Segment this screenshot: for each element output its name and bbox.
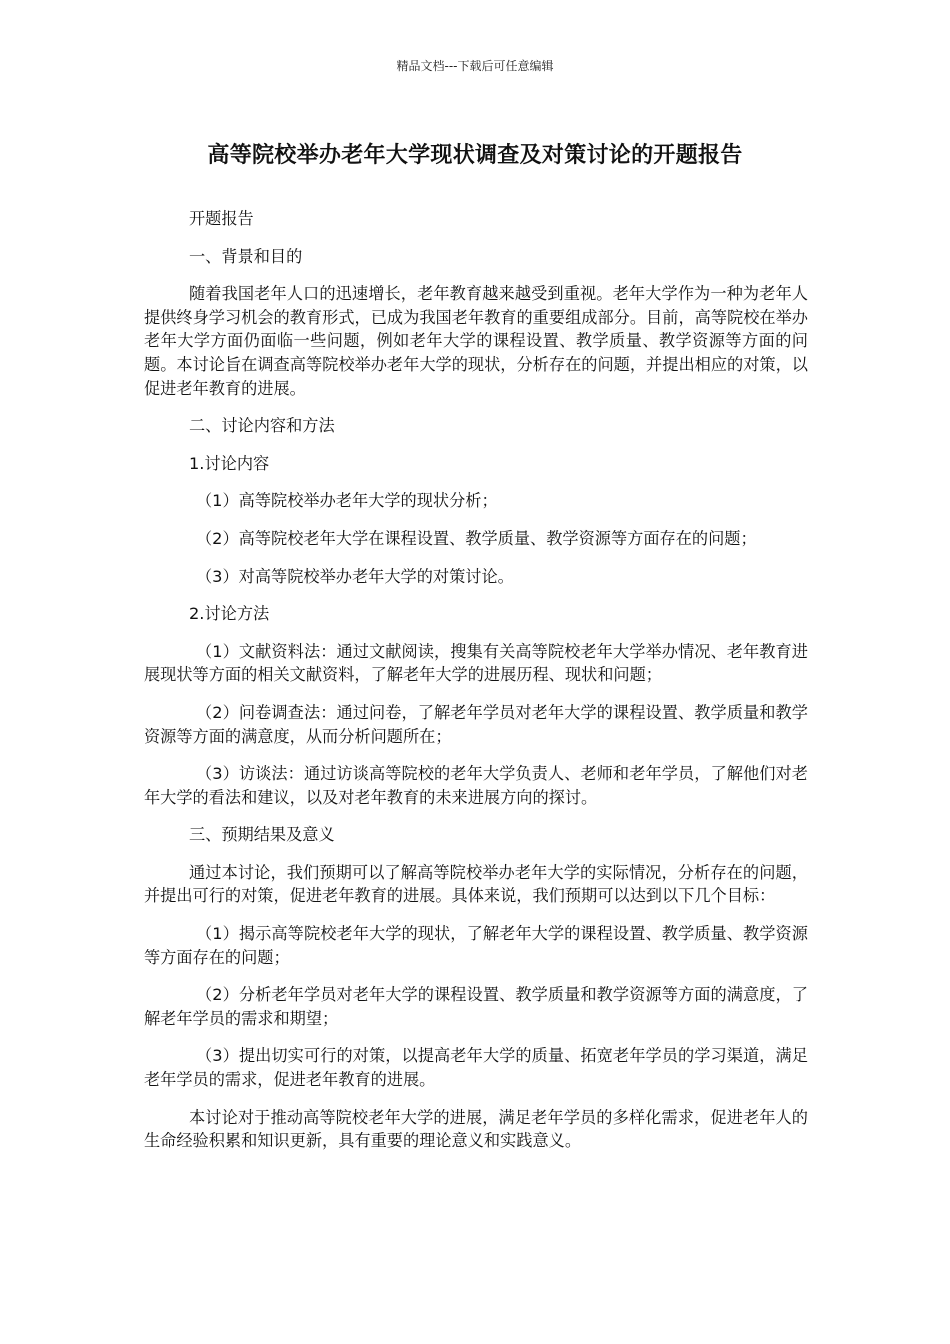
list-item-content-1: （1）高等院校举办老年大学的现状分析； bbox=[196, 491, 498, 511]
section-heading-background: 一、背景和目的 bbox=[189, 246, 303, 266]
paragraph-conclusion: 本讨论对于推动高等院校老年大学的进展，满足老年学员的多样化需求，促进老年人的生命经验积累和知识更新，具有重要的理论意义和实践意义。 bbox=[144, 1107, 808, 1151]
section-heading-results: 三、预期结果及意义 bbox=[189, 825, 335, 845]
list-item-content-3: （3）对高等院校举办老年大学的对策讨论。 bbox=[196, 566, 514, 586]
list-item-goal-3: （3）提出切实可行的对策，以提高老年大学的质量、拓宽老年学员的学习渠道，满足老年学员的需求，促进老年教育的进展。 bbox=[144, 1046, 808, 1090]
document-body bbox=[144, 207, 808, 1167]
subheading-method: 2.讨论方法 bbox=[189, 604, 270, 624]
list-item-method-1: （1）文献资料法：通过文献阅读，搜集有关高等院校老年大学举办情况、老年教育进展现状等方面的相关文献资料，了解老年大学的进展历程、现状和问题； bbox=[144, 641, 808, 685]
paragraph-report-label: 开题报告 bbox=[189, 209, 254, 228]
subheading-content: 1.讨论内容 bbox=[189, 453, 270, 473]
list-item-method-3: （3）访谈法：通过访谈高等院校的老年大学负责人、老师和老年学员，了解他们对老年大学的看法和建议，以及对老年教育的未来进展方向的探讨。 bbox=[144, 764, 808, 807]
list-item-content-2: （2）高等院校老年大学在课程设置、教学质量、教学资源等方面存在的问题； bbox=[196, 528, 757, 548]
document-title: 高等院校举办老年大学现状调查及对策讨论的开题报告 bbox=[207, 143, 743, 168]
paragraph-background: 随着我国老年人口的迅速增长，老年教育越来越受到重视。老年大学作为一种为老年人提供终身学习机会的教育形式，已成为我国老年教育的重要组成部分。目前，高等院校在举办老年大学方面仍面临一些问题，例如老年大学的课程设置、教学质量、教学资源等方面的问题。本讨论旨在调查高等院校举办老年大学的现状，分析存在的问题，并提出相应的对策，以促进老年教育的进展。 bbox=[144, 284, 808, 398]
paragraph-results-intro: 通过本讨论，我们预期可以了解高等院校举办老年大学的实际情况，分析存在的问题，并提出可行的对策，促进老年教育的进展。具体来说，我们预期可以达到以下几个目标： bbox=[144, 862, 808, 906]
page-header: 精品文档---下载后可任意编辑 bbox=[396, 59, 554, 73]
list-item-method-2: （2）问卷调查法：通过问卷，了解老年学员对老年大学的课程设置、教学质量和教学资源等方面的满意度，从而分析问题所在； bbox=[144, 702, 808, 746]
list-item-goal-2: （2）分析老年学员对老年大学的课程设置、教学质量和教学资源等方面的满意度，了解老年学员的需求和期望； bbox=[144, 985, 808, 1028]
list-item-goal-1: （1）揭示高等院校老年大学的现状，了解老年大学的课程设置、教学质量、教学资源等方面存在的问题； bbox=[144, 924, 808, 967]
section-heading-content-method: 二、讨论内容和方法 bbox=[189, 416, 335, 436]
